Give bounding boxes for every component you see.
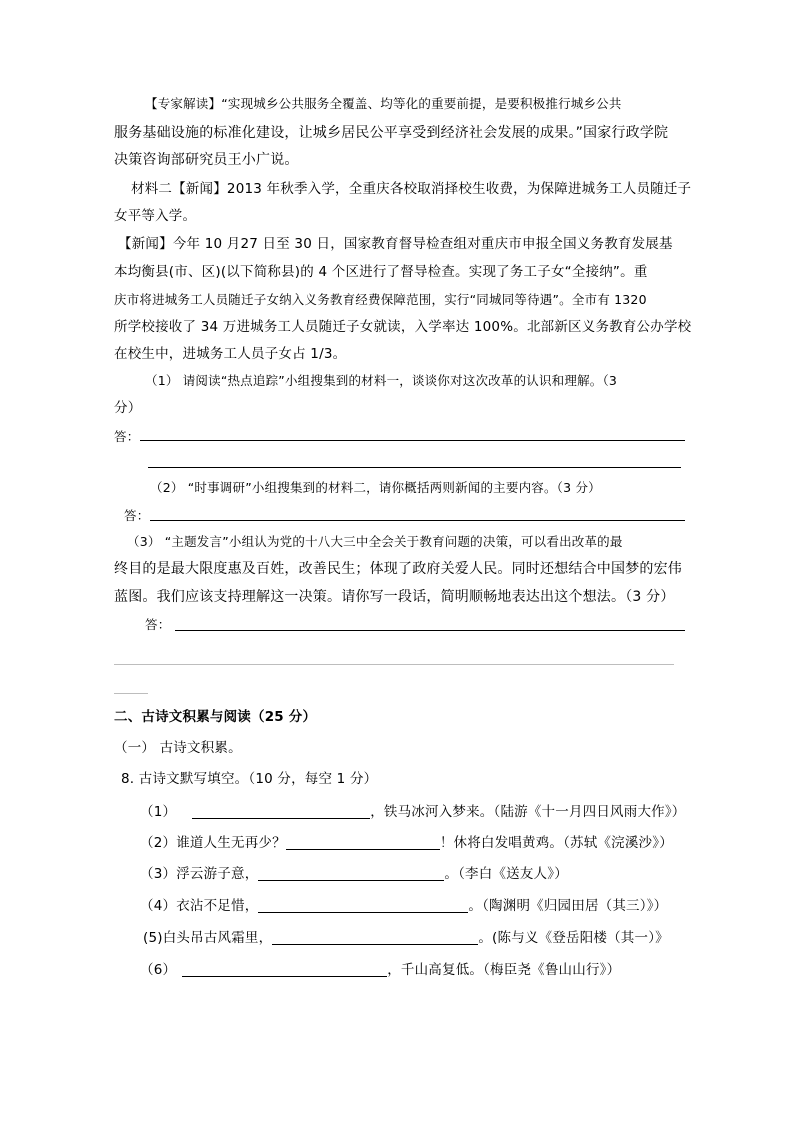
answer-line-1b[interactable] (148, 467, 681, 468)
answer-label-2: 答： (124, 508, 150, 523)
expert-reading-line1 (145, 93, 622, 115)
expert-reading-line3: 决策咨询部研究员王小广说。 (114, 152, 299, 168)
question-1-line2: 分） (114, 400, 142, 416)
news-line3: 庆市将进城务工人员随迁子女纳入义务教育经费保障范围，实行“同城同等待遇”。全市有 1320 (114, 292, 647, 307)
expert-tag: 【专家解读】 (145, 96, 222, 111)
answer-line-1a[interactable] (140, 440, 685, 441)
section-divider (114, 664, 674, 665)
fill-item-text: 。（李白《送友人》） (444, 866, 568, 882)
fill-item-number: （4） (140, 898, 177, 914)
fill-item-2 (140, 832, 673, 854)
fill-blank-6[interactable] (182, 960, 387, 977)
answer-line-3[interactable] (175, 630, 685, 631)
question-3-line3: 蓝图。我们应该支持理解这一决策。请你写一段话，简明顺畅地表达出这个想法。（3 分） (114, 589, 675, 605)
news-line4: 所学校接收了 34 万进城务工人员随迁子女就读，入学率达 100%。北部新区义务教育公办学校 (114, 319, 692, 335)
fill-item-number: （2） (140, 835, 177, 851)
question-3-line1: （3） “主题发言”小组认为党的十八大三中全会关于教育问题的决策，可以看出改革的最 (127, 534, 623, 549)
fill-item-text: 谁道人生无再少？ (176, 835, 286, 851)
fill-blank-1[interactable] (192, 802, 370, 819)
fill-item-number: （3） (140, 866, 177, 882)
fill-item-text: ，铁马冰河入梦来。（陆游《十一月四日风雨大作》） (370, 804, 686, 820)
fill-item-text: 白头吊古风霜里， (162, 930, 273, 946)
fill-item-text: 。(陈与义《登岳阳楼（其一）》 (478, 930, 669, 946)
answer-line-2[interactable] (150, 520, 685, 521)
question-1-line1: （1） 请阅读“热点追踪”小组搜集到的材料一，谈谈你对这次改革的认识和理解。（3 (145, 373, 618, 388)
fill-item-text: 。（陶渊明《归园田居（其三）》） (468, 898, 668, 914)
fill-item-6 (140, 959, 620, 981)
fill-item-number: （6） (140, 962, 177, 978)
fill-item-text: 浮云游子意， (176, 866, 259, 882)
answer-label-3: 答： (145, 617, 171, 632)
material2-line1: 材料二【新闻】2013 年秋季入学，全重庆各校取消择校生收费，为保障进城务工人员随迁子 (131, 181, 692, 197)
news-line1: 【新闻】今年 10 月27 日至 30 日，国家教育督导检查组对重庆市申报全国义务教育发展基 (118, 236, 673, 252)
fill-item-text: 衣沾不足惜， (176, 898, 259, 914)
fill-item-text: ，千山高复低。（梅臣尧《鲁山山行》） (387, 962, 621, 978)
fill-item-text: ！休将白发唱黄鸡。（苏轼《浣溪沙》） (439, 835, 673, 851)
expert-reading-line2: 服务基础设施的标准化建设，让城乡居民公平享受到经济社会发展的成果。”国家行政学院 (114, 125, 669, 141)
fill-item-number: （1） (140, 804, 177, 820)
news-line5: 在校生中，进城务工人员子女占 1/3。 (114, 346, 347, 362)
material2-line2: 女平等入学。 (114, 208, 197, 224)
fill-item-4 (140, 895, 667, 917)
fill-blank-2[interactable] (286, 833, 440, 850)
answer-label-1: 答： (114, 429, 140, 444)
news-line2: 本均衡县(市、区)(以下简称县)的 4 个区进行了督导检查。实现了务工子女“全接纳”。重 (114, 264, 648, 280)
fill-item-1 (140, 801, 686, 823)
fill-blank-5[interactable] (272, 928, 478, 945)
fill-blank-3[interactable] (258, 864, 444, 881)
fill-item-3 (140, 863, 568, 885)
short-divider (114, 693, 148, 694)
fill-blank-4[interactable] (258, 896, 468, 913)
section-2-title: 二、古诗文积累与阅读（25 分） (114, 709, 317, 725)
fill-item-number: (5) (143, 930, 163, 946)
subsection-1-title: （一） 古诗文积累。 (114, 740, 242, 756)
question-8-title: 8. 古诗文默写填空。（10 分，每空 1 分） (121, 771, 378, 787)
fill-item-5 (143, 927, 669, 949)
question-3-line2: 终目的是最大限度惠及百姓，改善民生；体现了政府关爱人民。同时还想结合中国梦的宏伟 (114, 561, 682, 577)
expert-quote-start: “实现城乡公共服务全覆盖、均等化的重要前提，是要积极推行城乡公共 (221, 96, 622, 111)
question-2: （2） “时事调研”小组搜集到的材料二，请你概括两则新闻的主要内容。（3 分） (150, 480, 601, 495)
